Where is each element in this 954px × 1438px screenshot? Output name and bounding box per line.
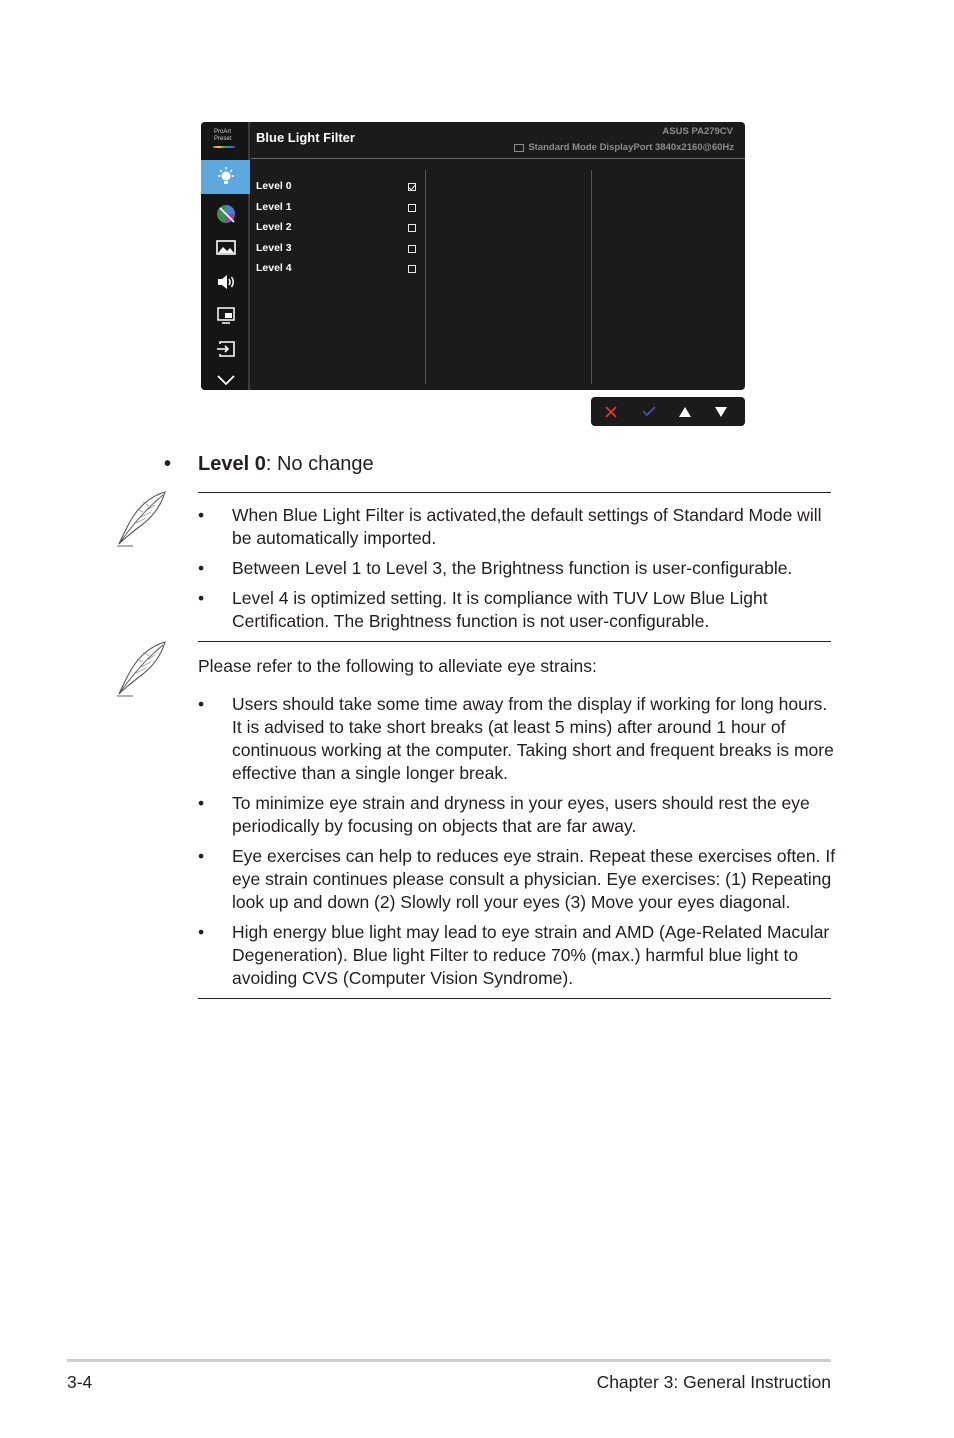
- down-arrow-icon: [715, 407, 727, 417]
- level-option-1[interactable]: [256, 201, 426, 222]
- input-icon: [216, 341, 236, 357]
- bullet: •: [198, 694, 205, 714]
- checkbox-icon[interactable]: [408, 245, 416, 253]
- pip-icon: [217, 307, 235, 324]
- feather-pen-icon: [113, 640, 171, 698]
- bullet: •: [198, 846, 205, 866]
- image-icon: [216, 240, 236, 256]
- up-arrow-icon: [679, 407, 691, 417]
- sidebar-item-pip[interactable]: [201, 298, 250, 332]
- chapter-title: Chapter 3: General Instruction: [596, 1372, 831, 1392]
- close-button[interactable]: [593, 397, 629, 426]
- bullet: •: [198, 505, 205, 525]
- level-label: Level 2: [256, 221, 292, 233]
- note-list-1: [198, 504, 838, 640]
- proart-label: ProArt: [214, 129, 232, 135]
- list-item: • Level 4 is optimized setting. It is compliance with TUV Low Blue Light Certification. The Brightness function is not user-configurable.: [198, 588, 768, 631]
- preset-label: Preset: [214, 136, 232, 142]
- bullet: •: [198, 588, 205, 608]
- note-top-rule: [198, 492, 831, 493]
- level-option-3[interactable]: [256, 242, 426, 263]
- bullet: •: [198, 922, 205, 942]
- close-icon: [605, 406, 617, 418]
- check-icon: [642, 406, 656, 417]
- color-icon: [215, 203, 237, 225]
- sidebar-item-blue-light[interactable]: [201, 160, 250, 194]
- level-label: Level 1: [256, 200, 292, 213]
- down-button[interactable]: [703, 397, 739, 426]
- osd-sidebar: [201, 122, 250, 390]
- bullet: •: [198, 793, 205, 813]
- note-list-2: [198, 655, 838, 997]
- checkbox-icon[interactable]: [408, 224, 416, 232]
- bullet: •: [164, 453, 172, 475]
- checkbox-checked-icon[interactable]: [408, 183, 416, 191]
- bullet: •: [198, 558, 205, 578]
- list-item: • High energy blue light may lead to eye strain and AMD (Age-Related Macular Degeneration). Blue light Filter to reduce 70% (max.) harmful blue light to avoiding CVS (Computer Vision Syndrome).: [198, 922, 830, 988]
- level-label: Level 0: [256, 180, 292, 192]
- list-item: • Eye exercises can help to reduces eye strain. Repeat these exercises often. If eye strain continues please consult a physician. Eye exercises: (1) Repeating look up and down (2) Slowly roll your eyes (3) Move your eyes diagonal.: [198, 846, 836, 912]
- feather-pen-icon: [113, 490, 171, 548]
- checkbox-icon[interactable]: [408, 204, 416, 212]
- level-label: Level 4: [256, 262, 292, 274]
- page-number: 3-4: [67, 1372, 93, 1392]
- level-list: [256, 180, 426, 283]
- sidebar-item-color[interactable]: [201, 197, 250, 231]
- chevron-down-icon: [216, 374, 236, 386]
- monitor-icon: [514, 144, 524, 152]
- checkbox-icon[interactable]: [408, 265, 416, 273]
- osd-header: [251, 122, 745, 159]
- lead-term: Level 0: [198, 453, 266, 475]
- sidebar-item-more[interactable]: [201, 363, 250, 390]
- osd-model: ASUS PA279CV: [662, 126, 733, 137]
- osd-title: Blue Light Filter: [256, 130, 355, 145]
- osd-mode: Standard Mode DisplayPort 3840x2160@60Hz: [528, 142, 734, 153]
- note-bottom-rule: [198, 998, 831, 999]
- lead-description: : No change: [265, 453, 374, 475]
- sound-icon: [216, 274, 236, 290]
- level-option-2[interactable]: [256, 221, 426, 242]
- level-option-4[interactable]: [256, 262, 426, 283]
- note-divider-rule: [198, 641, 831, 642]
- footer-rule: [67, 1359, 831, 1362]
- sidebar-item-image[interactable]: [201, 231, 250, 265]
- list-item: • Users should take some time away from the display if working for long hours. It is advised to take short breaks (at least 5 mins) after around 1 hour of continuous working at the computer. Taking short and frequent breaks is more effective than a single longer break.: [198, 694, 834, 783]
- level-option-0[interactable]: [256, 180, 426, 201]
- osd-mode-line: [514, 142, 734, 153]
- blue-light-icon: [215, 166, 237, 188]
- proart-color-bar: [213, 146, 235, 148]
- list-item: • Between Level 1 to Level 3, the Brightness function is user-configurable.: [198, 558, 793, 578]
- up-button[interactable]: [667, 397, 703, 426]
- note-heading: Please refer to the following to alleviate eye strains:: [198, 656, 597, 676]
- list-item: • To minimize eye strain and dryness in your eyes, users should rest the eye periodically by focusing on objects that are far away.: [198, 793, 810, 836]
- level-label: Level 3: [256, 241, 292, 254]
- osd-key-bar: [591, 397, 745, 426]
- sidebar-item-input[interactable]: [201, 332, 250, 366]
- proart-preset-label[interactable]: [214, 129, 240, 143]
- list-item: • When Blue Light Filter is activated,the default settings of Standard Mode will be automatically imported.: [198, 505, 822, 548]
- sidebar-item-sound[interactable]: [201, 265, 250, 299]
- osd-menu: [201, 122, 745, 390]
- confirm-button[interactable]: [631, 397, 667, 426]
- column-divider: [591, 170, 592, 384]
